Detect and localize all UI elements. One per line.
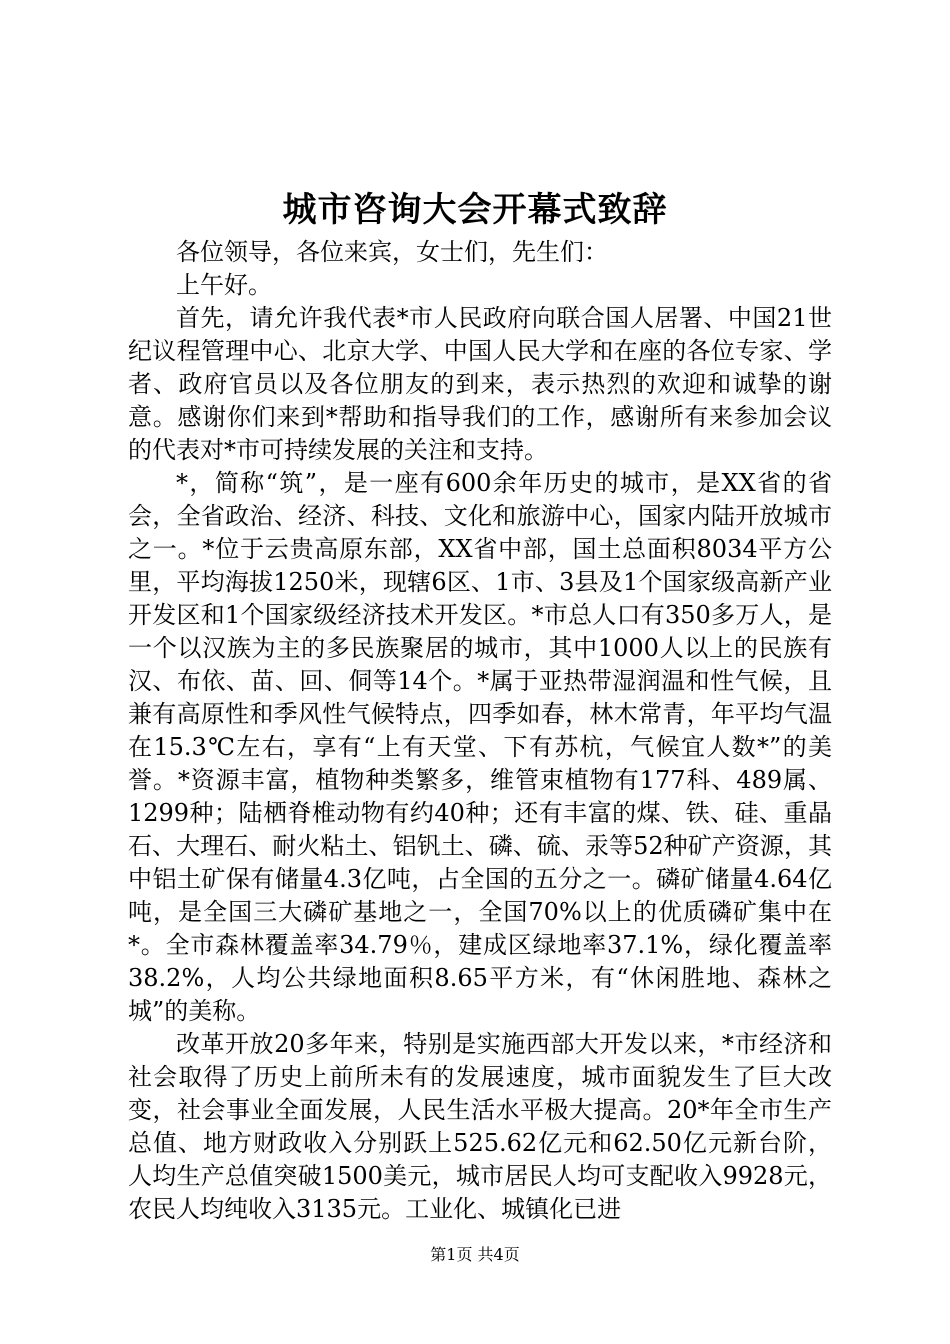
paragraph-salutation: 各位领导，各位来宾，女士们，先生们： [176,238,608,266]
page-footer: 第1页 共4页 [430,1245,520,1264]
paragraph-development: 改革开放20多年来，特别是实施西部大开发以来，*市经济和社会取得了历史上前所未有的发展速度，城市面貌发生了巨大改变，社会事业全面发展，人民生活水平极大提高。20*年全市生产总值、地方财政收入分别跃上525.62亿元和62.50亿元新台阶，人均生产总值突破1500美元，城市居民人均可支配收入9928元，农民人均纯收入3135元。工业化、城镇化已进 [128,1030,832,1223]
paragraph-city-overview: *，简称“筑”，是一座有600余年历史的城市，是XX省的省会，全省政治、经济、科技、文化和旅游中心，国家内陆开放城市之一。*位于云贵高原东部，XX省中部，国土总面积8034平方公里，平均海拔1250米，现辖6区、1市、3县及1个国家级高新产业开发区和1个国家级经济技术开发区。*市总人口有350多万人，是一个以汉族为主的多民族聚居的城市，其中1000人以上的民族有汉、布依、苗、回、侗等14个。*属于亚热带湿润温和性气候，且兼有高原性和季风性气候特点，四季如春，林木常青，年平均气温在15.3℃左右，享有“上有天堂、下有苏杭，气候宜人数*”的美誉。*资源丰富，植物种类繁多，维管束植物有177科、489属、1299种；陆栖脊椎动物有约40种；还有丰富的煤、铁、硅、重晶石、大理石、耐火粘土、铝钒土、磷、硫、汞等52种矿产资源，其中铝土矿保有储量4.3亿吨，占全国的五分之一。磷矿储量4.64亿吨，是全国三大磷矿基地之一，全国70%以上的优质磷矿集中在*。全市森林覆盖率34.79％，建成区绿地率37.1%，绿化覆盖率38.2%，人均公共绿地面积8.65平方米，有“休闲胜地、森林之城”的美称。 [128,469,832,1025]
paragraph-welcome: 首先，请允许我代表*市人民政府向联合国人居署、中国21世纪议程管理中心、北京大学、中国人民大学和在座的各位专家、学者、政府官员以及各位朋友的到来，表示热烈的欢迎和诚挚的谢意。感谢你们来到*帮助和指导我们的工作，感谢所有来参加会议的代表对*市可持续发展的关注和支持。 [128,304,832,464]
paragraph-greeting: 上午好。 [176,271,272,299]
document-title: 城市咨询大会开幕式致辞 [282,190,668,230]
document-body [128,236,832,1226]
